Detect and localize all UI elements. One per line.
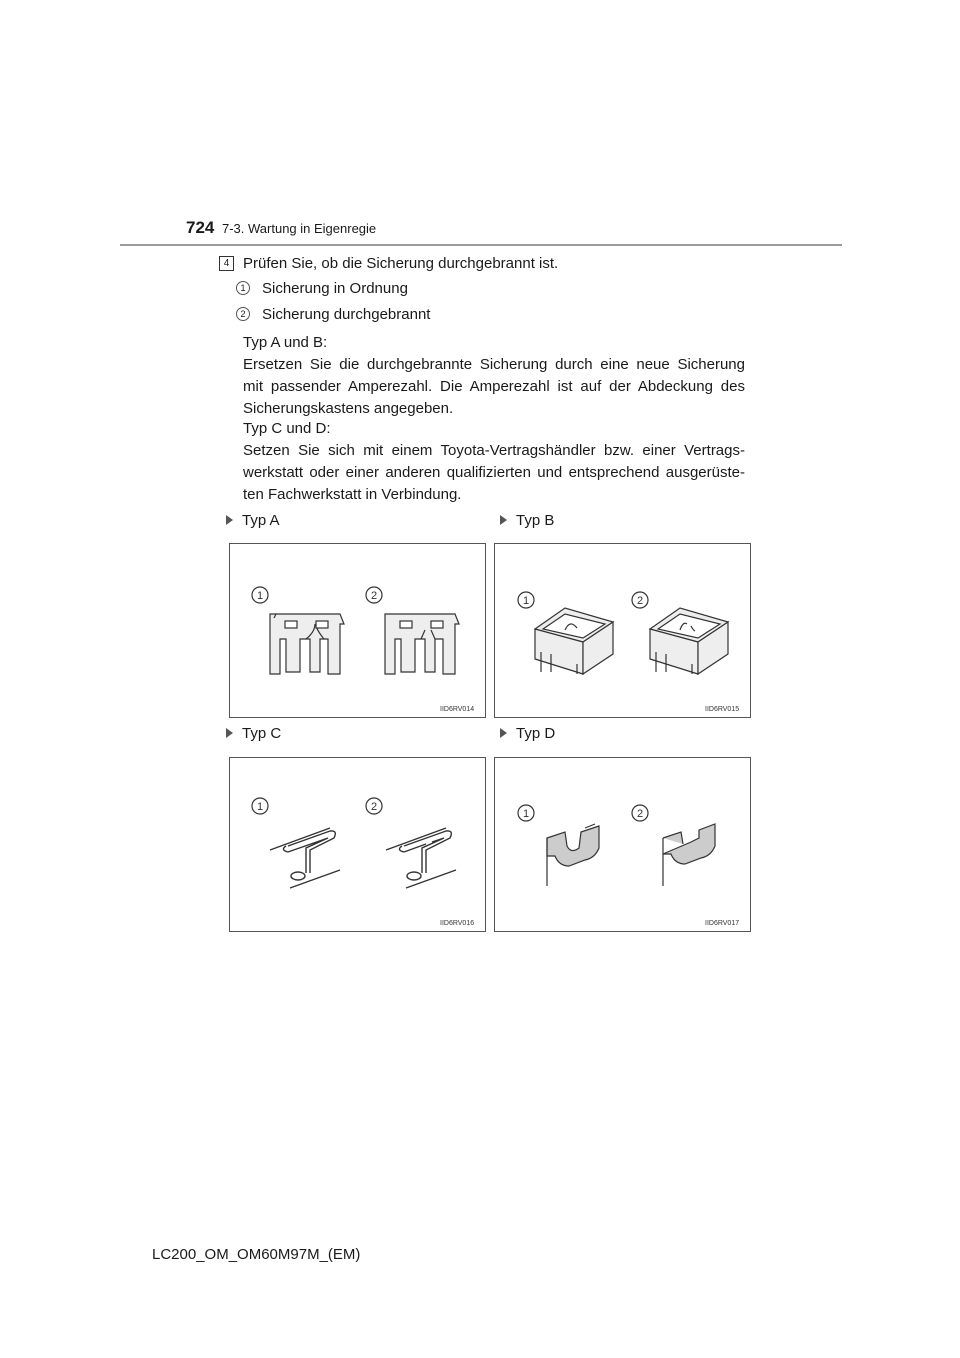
triangle-bullet-icon	[226, 728, 233, 738]
fuse-type-c-illustration	[230, 758, 485, 931]
paragraph-type-cd	[243, 418, 745, 506]
figure-type-d	[494, 757, 751, 932]
paragraph-line: ten Fachwerkstatt in Verbindung.	[243, 486, 462, 503]
marker-1: 1	[256, 590, 264, 602]
marker-2: 2	[636, 808, 644, 820]
type-b-label: Typ B	[500, 512, 554, 529]
paragraph-heading: Typ C und D:	[243, 420, 331, 437]
triangle-bullet-icon	[500, 515, 507, 525]
paragraph-line: Ersetzen Sie die durchgebrannte Sicherung durch eine neue Sicherung	[243, 356, 745, 373]
figure-code: IID6RV016	[440, 920, 475, 927]
paragraph-line: mit passender Amperezahl. Die Amperezahl ist auf der Abdeckung des	[243, 378, 745, 395]
step-text: Prüfen Sie, ob die Sicherung durchgebrannt ist.	[243, 255, 559, 272]
legend-marker-2: 2	[236, 307, 250, 321]
step-number-badge: 4	[219, 256, 234, 271]
figure-code: IID6RV015	[705, 706, 740, 713]
legend-text-blown: Sicherung durchgebrannt	[262, 306, 431, 323]
marker-1: 1	[256, 801, 264, 813]
type-a-label: Typ A	[226, 512, 280, 529]
triangle-bullet-icon	[500, 728, 507, 738]
marker-1: 1	[522, 595, 530, 607]
type-c-label: Typ C	[226, 725, 281, 742]
fuse-type-a-illustration	[230, 544, 485, 717]
marker-2: 2	[636, 595, 644, 607]
figure-type-c	[229, 757, 486, 932]
figure-type-a	[229, 543, 486, 718]
section-title: 7-3. Wartung in Eigenregie	[222, 221, 377, 236]
paragraph-line: Sicherungskastens angegeben.	[243, 400, 454, 417]
marker-2: 2	[370, 590, 378, 602]
figure-code: IID6RV017	[705, 920, 740, 927]
legend-text-ok: Sicherung in Ordnung	[262, 280, 408, 297]
header-rule	[120, 244, 842, 246]
figure-code: IID6RV014	[440, 706, 475, 713]
marker-2: 2	[370, 801, 378, 813]
triangle-bullet-icon	[226, 515, 233, 525]
fuse-type-b-illustration	[495, 544, 750, 717]
type-d-label: Typ D	[500, 725, 555, 742]
document-code-footer: LC200_OM_OM60M97M_(EM)	[152, 1246, 361, 1263]
page-number: 724	[186, 218, 215, 237]
paragraph-type-ab	[243, 332, 745, 420]
paragraph-line: Setzen Sie sich mit einem Toyota-Vertragshändler bzw. einer Vertrags-	[243, 442, 745, 459]
figure-type-b	[494, 543, 751, 718]
marker-1: 1	[522, 808, 530, 820]
fuse-type-d-illustration	[495, 758, 750, 931]
paragraph-heading: Typ A und B:	[243, 334, 328, 351]
legend-marker-1: 1	[236, 281, 250, 295]
paragraph-line: werkstatt oder einer anderen qualifizierten und entsprechend ausgerüste-	[243, 464, 745, 481]
